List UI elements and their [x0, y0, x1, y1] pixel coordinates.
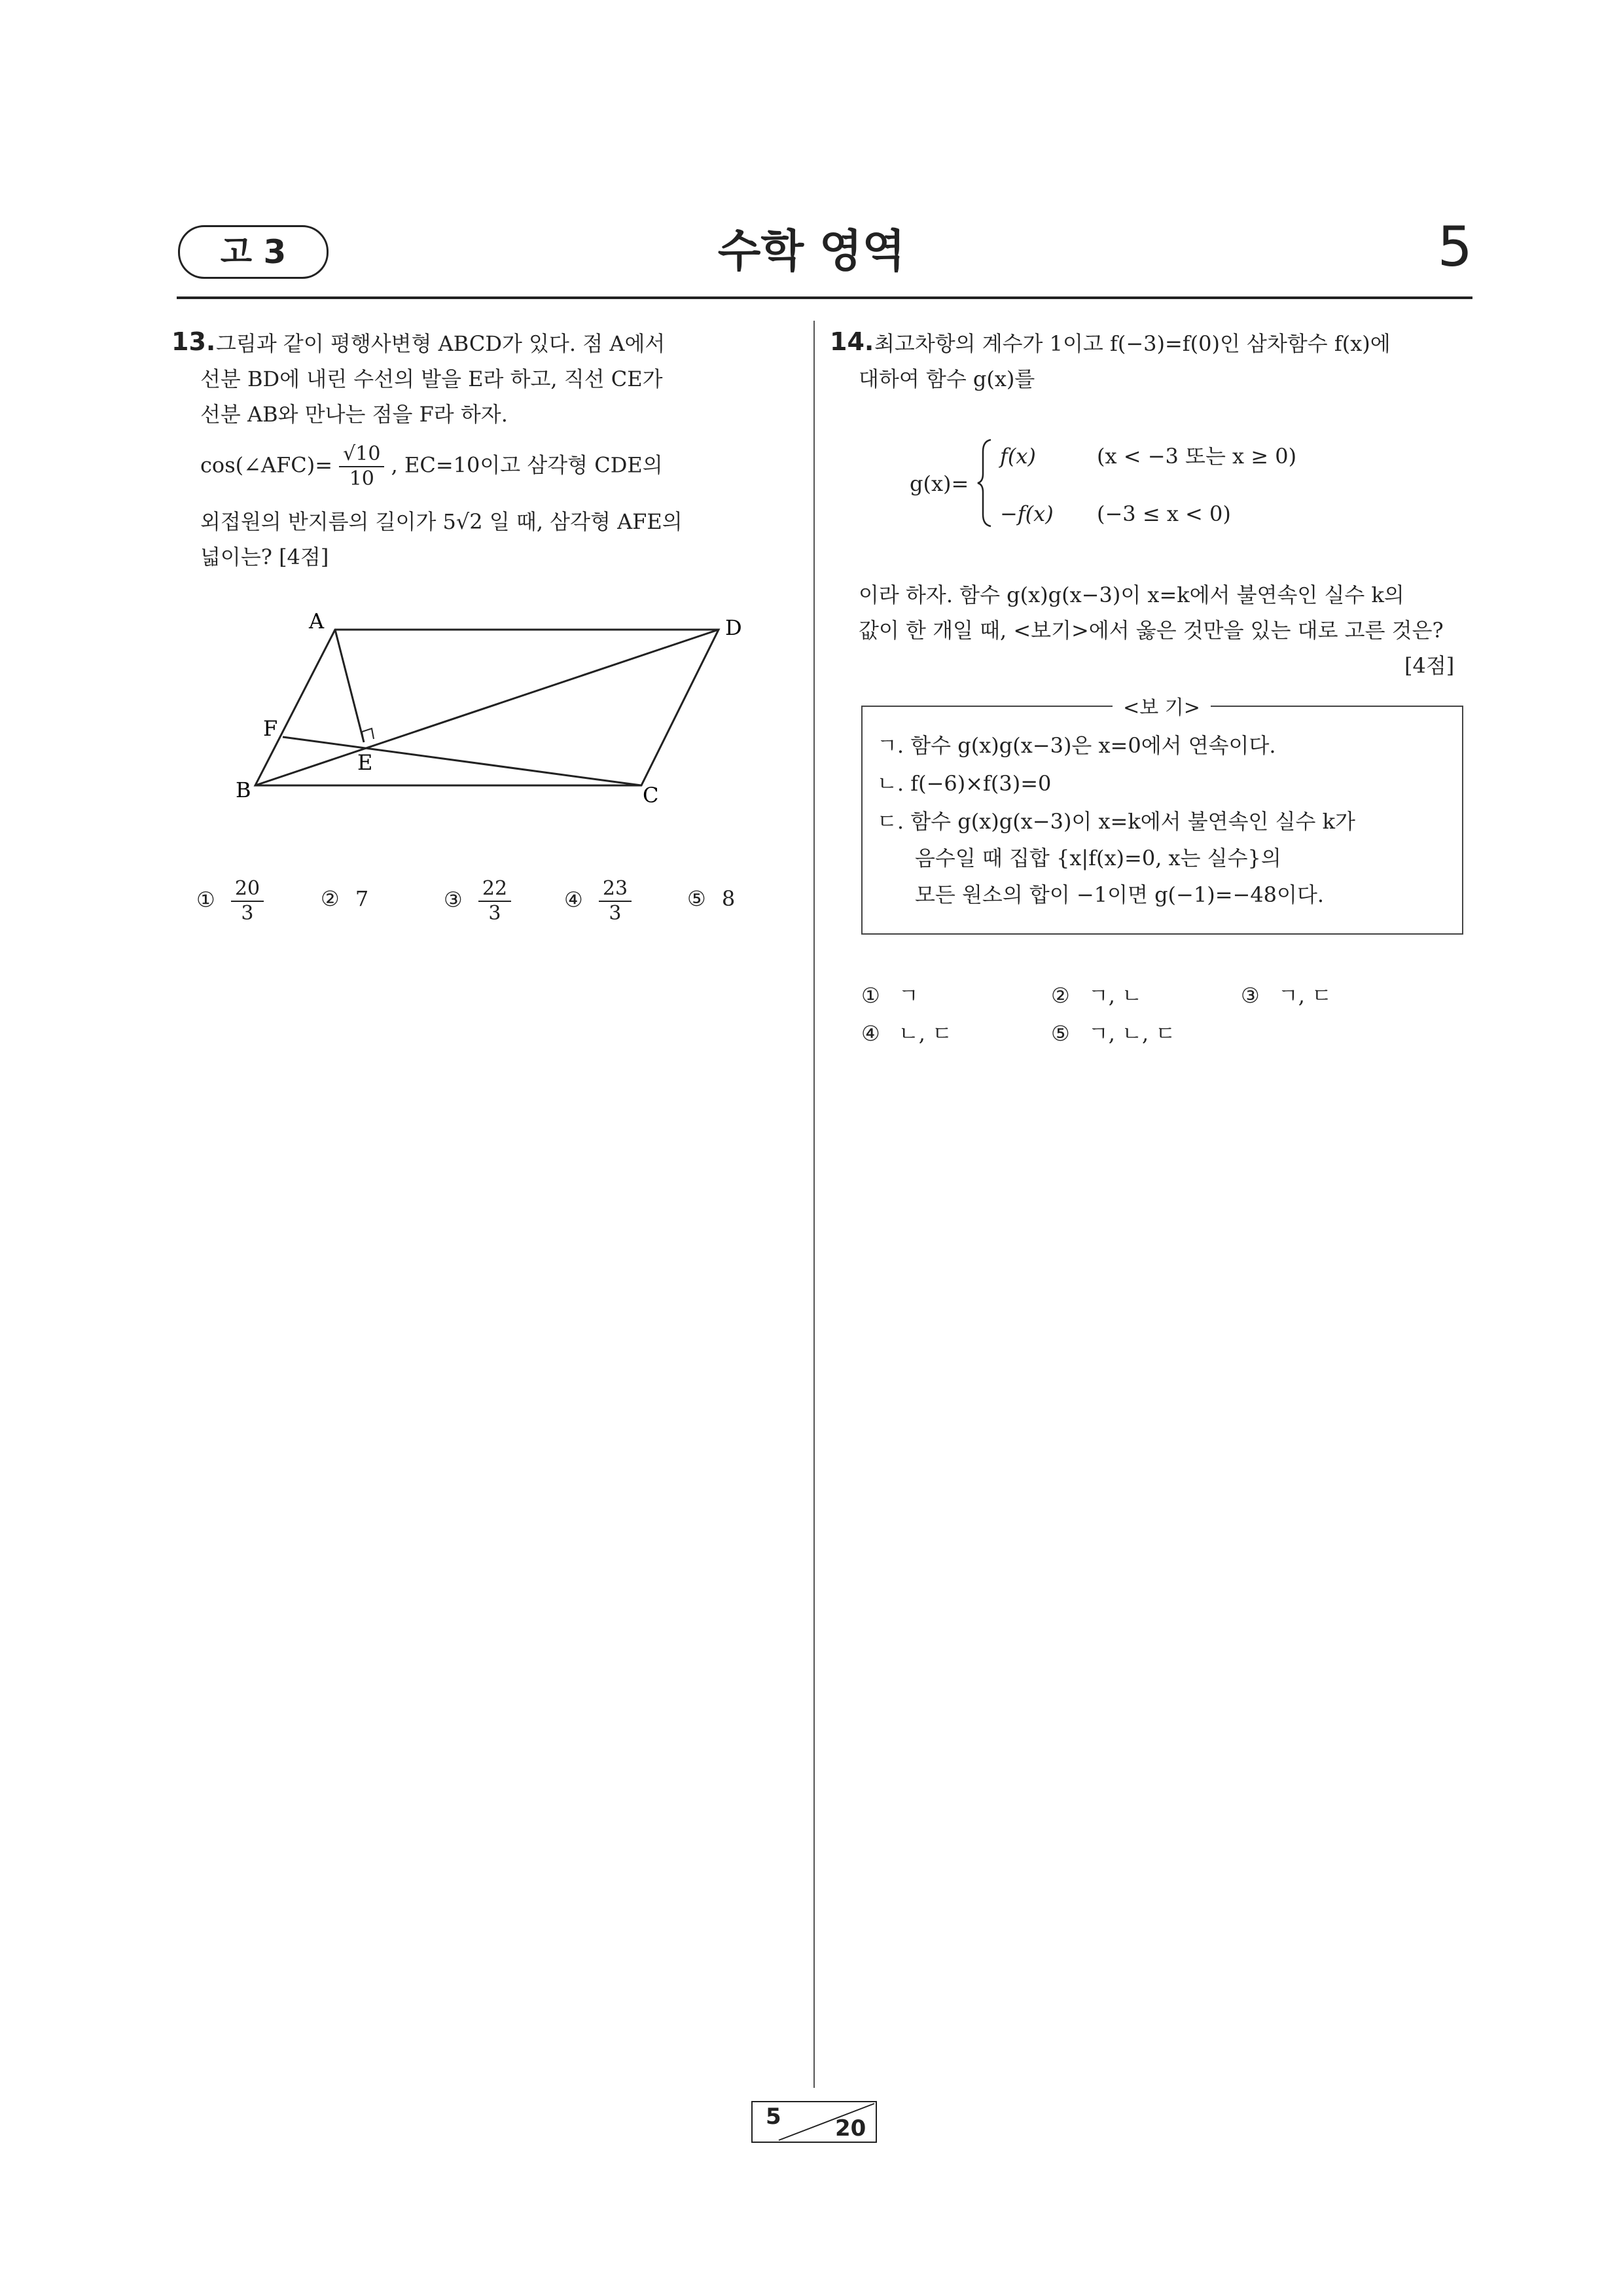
choice-fraction [478, 877, 511, 925]
choice-mark: ⑤ [1051, 1021, 1070, 1046]
grade-badge: 고 3 [178, 225, 329, 279]
choice-fraction [599, 877, 632, 925]
q13-cos-denominator: 10 [349, 467, 374, 490]
page-current: 5 [766, 2104, 781, 2130]
q13-cos-prefix: cos(∠AFC)= [200, 452, 332, 478]
page-total: 20 [835, 2115, 866, 2142]
choice-value: ㄱ, ㄴ, ㄷ [1088, 1021, 1176, 1046]
q14-number: 14. [830, 327, 874, 356]
choice-mark: ① [861, 983, 880, 1008]
denominator: 3 [241, 902, 254, 925]
denominator: 3 [609, 902, 622, 925]
q13-line-4: 외접원의 반지름의 길이가 5√2 일 때, 삼각형 AFE의 [200, 509, 683, 534]
choice-value: ㄴ, ㄷ [898, 1021, 953, 1046]
bogi-item-3: ㄷ. 함수 g(x)g(x−3)이 x=k에서 불연속인 실수 k가 [877, 809, 1355, 834]
choice-fraction [231, 877, 264, 925]
q14-choice-2[interactable] [1051, 979, 1142, 1009]
choice-mark: ③ [444, 887, 463, 912]
q14-choice-1[interactable] [861, 979, 919, 1009]
q13-line-3: 선분 AB와 만나는 점을 F라 하자. [200, 402, 508, 427]
q13-line-1: 그림과 같이 평행사변형 ABCD가 있다. 점 A에서 [216, 331, 666, 356]
choice-mark: ④ [564, 887, 583, 912]
q14-choice-4[interactable] [861, 1017, 952, 1047]
numerator: 23 [599, 877, 632, 902]
bogi-item-3-cont-2: 모든 원소의 합이 −1이면 g(−1)=−48이다. [915, 882, 1325, 907]
choice-mark: ② [1051, 983, 1070, 1008]
segment-bd [255, 630, 719, 785]
choice-mark: ② [321, 886, 340, 911]
label-c: C [643, 783, 659, 808]
subject-title: 수학 영역 [717, 226, 906, 278]
q13-line-5: 넓이는? [4점] [200, 545, 329, 569]
q14-piece1-expr: f(x) [1000, 444, 1036, 469]
bogi-title: <보 기> [1113, 691, 1211, 720]
q13-choice-5[interactable] [687, 886, 735, 911]
page-number: 5 [1437, 215, 1472, 279]
q14-piece-lhs: g(x)= [910, 471, 969, 496]
label-b: B [236, 778, 251, 802]
q14-line-1: 최고차항의 계수가 1이고 f(−3)=f(0)인 삼차함수 f(x)에 [874, 331, 1391, 356]
q14-line-4: 값이 한 개일 때, <보기>에서 옳은 것만을 있는 대로 고른 것은? [859, 618, 1444, 643]
choice-mark: ① [196, 887, 215, 912]
choice-value: ㄱ, ㄷ [1277, 983, 1332, 1008]
q14-piece1-cond: (x < −3 또는 x ≥ 0) [1097, 444, 1297, 469]
q13-choice-2[interactable] [321, 886, 368, 911]
bogi-item-1: ㄱ. 함수 g(x)g(x−3)은 x=0에서 연속이다. [877, 733, 1276, 758]
label-f: F [263, 716, 278, 741]
q13-cos-suffix: , EC=10이고 삼각형 CDE의 [391, 452, 663, 478]
numerator: 20 [231, 877, 264, 902]
q13-parallelogram-figure [236, 609, 759, 818]
q13-choice-1[interactable] [196, 877, 264, 925]
segment-cf [283, 737, 641, 785]
q14-line-3: 이라 하자. 함수 g(x)g(x−3)이 x=k에서 불연속인 실수 k의 [859, 583, 1404, 607]
choice-value: ㄱ [898, 983, 919, 1008]
label-e: E [357, 750, 373, 775]
q14-piece2-cond: (−3 ≤ x < 0) [1097, 501, 1231, 526]
right-angle-mark [362, 728, 374, 742]
denominator: 3 [488, 902, 501, 925]
label-a: A [309, 609, 325, 634]
brace-icon [975, 437, 995, 529]
bogi-item-2: ㄴ. f(−6)×f(3)=0 [877, 771, 1052, 796]
q13-choice-4[interactable] [564, 877, 632, 925]
q13-cos-line [200, 442, 663, 491]
choice-value: 7 [355, 886, 369, 911]
header-rule [177, 296, 1472, 299]
q14-line-2: 대하여 함수 g(x)를 [859, 367, 1035, 391]
q13-choice-3[interactable] [444, 877, 511, 925]
q13-cos-numerator: √10 [339, 442, 384, 467]
page-indicator [751, 2101, 877, 2143]
q13-line-2: 선분 BD에 내린 수선의 발을 E라 하고, 직선 CE가 [200, 367, 663, 391]
q14-piece2-expr: −f(x) [1000, 501, 1054, 526]
numerator: 22 [478, 877, 511, 902]
q14-choice-3[interactable] [1241, 979, 1332, 1009]
bogi-item-3-cont-1: 음수일 때 집합 {x|f(x)=0, x는 실수}의 [915, 846, 1281, 870]
choice-mark: ④ [861, 1021, 880, 1046]
q14-choice-5[interactable] [1051, 1017, 1175, 1047]
choice-mark: ③ [1241, 983, 1260, 1008]
choice-value: 8 [721, 886, 736, 911]
choice-value: ㄱ, ㄴ [1088, 983, 1143, 1008]
label-d: D [725, 615, 742, 640]
q13-number: 13. [171, 327, 216, 356]
segment-ae [335, 630, 364, 742]
choice-mark: ⑤ [687, 886, 706, 911]
q13-cos-fraction [339, 442, 384, 491]
q14-points: [4점] [1404, 653, 1455, 678]
column-divider [813, 321, 815, 2088]
